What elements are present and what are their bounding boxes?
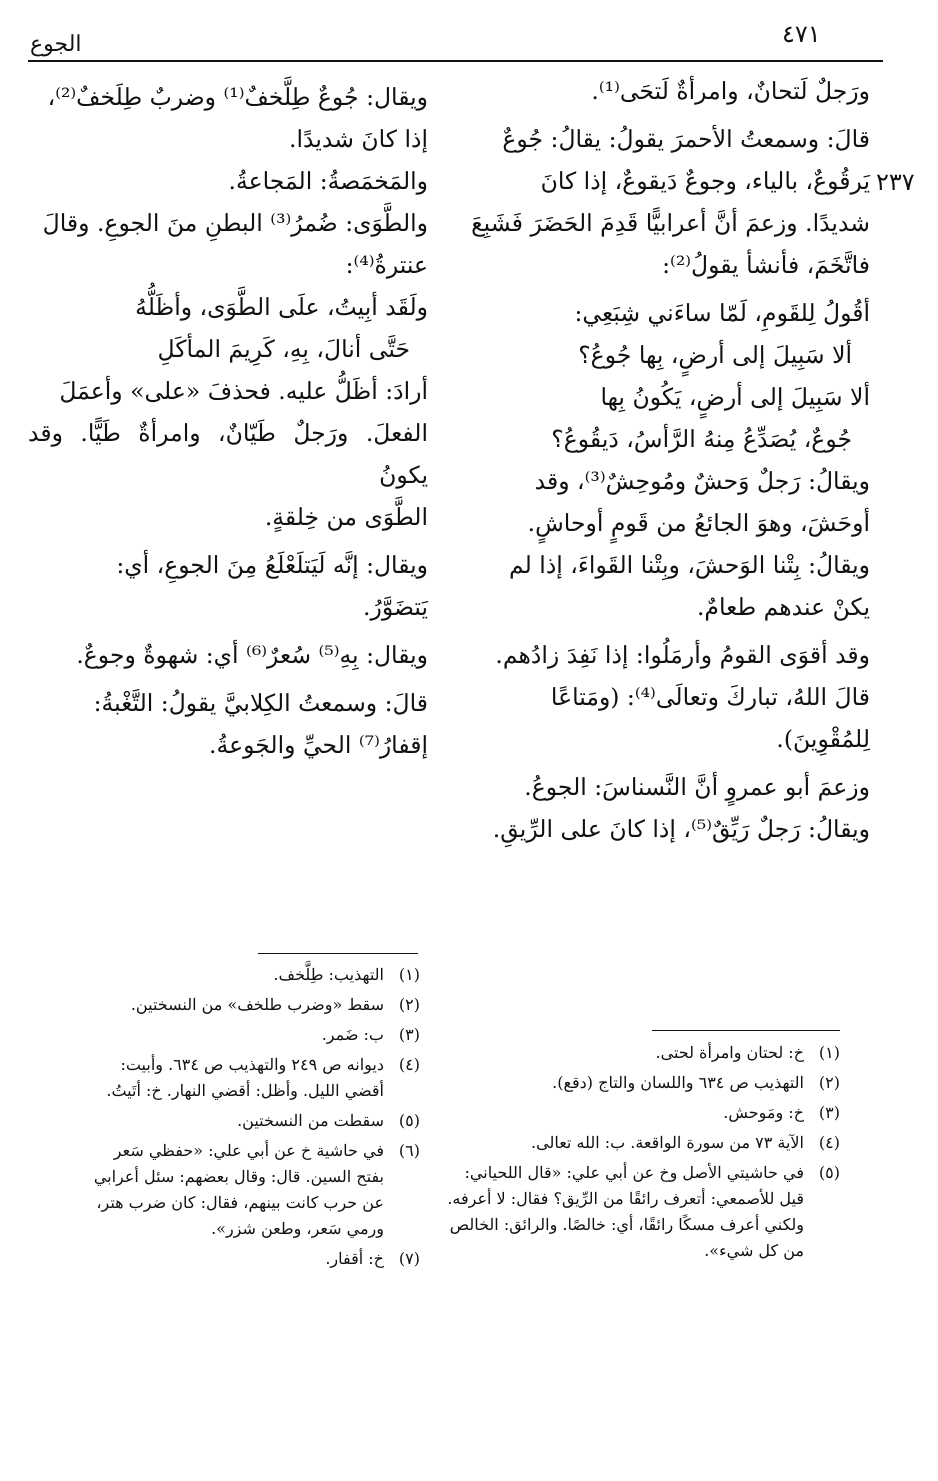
footnote-text: ديوانه ص ٢٤٩ والتهذيب ص ٦٣٤. وأبيت: أقضي الليل. وأظل: أقضي النهار. خ: أتَيتُ. — [106, 1055, 384, 1100]
text-line: يكنْ عندهم طعامٌ. — [696, 593, 870, 621]
footnote-text: في حاشيتي الأصل وخ عن أبي علي: «قال اللحياني: قيل للأصمعي: أتعرف رائقًا من الرِّيق؟ فقال: لا أعرفه. ولكني أعرف مسكًا رائقًا، أي: خالصًا. والرائق: الخالص من كل شيء». — [447, 1163, 804, 1260]
footnote — [90, 1138, 420, 1242]
text-line: ويقال: جُوعٌ طِلَّخفٌ⁽¹⁾ وضربٌ طِلَخفٌ⁽²⁾، — [47, 83, 428, 111]
footnote-number: (٢) — [398, 995, 420, 1014]
text-line: ويقال: بِهِ⁽⁵⁾ سُعرٌ⁽⁶⁾ أي: شهوةٌ وجوعٌ. — [76, 641, 428, 669]
text-line: إذا كانَ شديدًا. — [289, 125, 428, 153]
text-line: يَتضَوَّرُ. — [363, 593, 428, 621]
footnote-text: سقطت من النسختين. — [237, 1111, 384, 1130]
footnote-text: سقط «وضرب طلخف» من النسختين. — [130, 995, 384, 1014]
text-line: شديدًا. وزعمَ أنَّ أعرابيًّا قَدِمَ الحَضَرَ فَشَبِعَ — [471, 209, 870, 237]
footnote-text: خ: لحتان وامرأة لحتى. — [655, 1043, 804, 1062]
footnote-number: (٥) — [398, 1111, 420, 1130]
text-line: الطَّوَى من خِلقةٍ. — [264, 503, 428, 531]
text-line: عنترةُ⁽⁴⁾: — [345, 251, 428, 279]
footnote — [90, 1246, 420, 1272]
text-line: قالَ: وسمعتُ الأحمرَ يقولُ: يقالُ: جُوعٌ — [502, 125, 870, 153]
text-line: والطَّوَى: ضُمرُ⁽³⁾ البطنِ منَ الجوعِ. وقالَ — [42, 209, 428, 237]
footnote — [90, 1052, 420, 1104]
footnote-number: (٢) — [818, 1073, 840, 1092]
verse-line: ألا سَبِيلَ إلى أرضٍ، بِها جُوعُ؟ — [578, 341, 852, 369]
header-rule — [28, 60, 883, 62]
text-line: والمَخمَصةُ: المَجاعةُ. — [228, 167, 428, 195]
margin-note: ٢٣٧ — [876, 168, 915, 196]
footnote — [440, 1100, 840, 1126]
page-number: ٤٧١ — [782, 20, 821, 48]
footnote — [90, 962, 420, 988]
text-line: ويقالُ: بِتْنا الوَحشَ، وبِتْنا القَواءَ، إذا لم — [509, 551, 870, 579]
footnote-text: في حاشية خ عن أبي علي: «حفظي سَعر بفتح السين. قال: وقال بعضهم: سئل أعرابي عن حرب كانت بينهم، فقال: كان ضرب هتر، ورمي سَعر، وطعن شزر». — [93, 1141, 384, 1238]
footnote-text: خ: أقفار. — [325, 1249, 384, 1268]
footnote-number: (٥) — [818, 1163, 840, 1182]
running-title: الجوع — [30, 32, 82, 57]
footnote — [440, 1070, 840, 1096]
text-line: يَرقُوعٌ، بالياء، وجوعٌ دَيقوعٌ، إذا كانَ — [540, 167, 870, 195]
footnote-number: (١) — [818, 1043, 840, 1062]
text-line: وزعمَ أبو عمروٍ أنَّ النَّسناسَ: الجوعُ. — [524, 773, 870, 801]
text-line: قالَ اللهُ، تباركَ وتعالَى⁽⁴⁾: (ومَتاعًا — [550, 683, 870, 711]
text-line: لِلمُقْوِينَ). — [776, 725, 870, 753]
text-line: ورَجلٌ لَتحانٌ، وامرأةٌ لَتحَى⁽¹⁾. — [591, 77, 870, 105]
footnote-number: (٦) — [398, 1141, 420, 1160]
footnote-rule-left — [258, 953, 418, 954]
footnote — [440, 1040, 840, 1066]
text-line: فاتَّخَمَ، فأنشأ يقولُ⁽²⁾: — [662, 251, 870, 279]
footnote-text: خ: ومَوحش. — [723, 1103, 804, 1122]
text-line: أوحَشَ، وهوَ الجائعُ من قَومٍ أوحاشٍ. — [527, 509, 870, 537]
footnote — [440, 1160, 840, 1264]
footnote-number: (١) — [398, 965, 420, 984]
footnote-text: ب: ضَمر. — [321, 1025, 384, 1044]
footnote — [440, 1130, 840, 1156]
footnote-number: (٤) — [398, 1055, 420, 1074]
footnote — [90, 1022, 420, 1048]
text-line: ويقالُ: رَجلٌ رَيِّقٌ⁽⁵⁾، إذا كانَ على الرِّيقِ. — [492, 815, 870, 843]
footnote-rule-right — [652, 1030, 840, 1031]
footnote-number: (٣) — [818, 1103, 840, 1122]
verse-line: ولَقَد أبِيتُ، علَى الطَّوَى، وأظَلُّهُ — [135, 293, 428, 321]
verse-line: ألا سَبِيلَ إلى أرضٍ، يَكُونُ بِها — [600, 383, 870, 411]
text-line: ويقال: إنَّه لَيَتلَعْلَعُ مِنَ الجوعِ، أي: — [116, 551, 428, 579]
footnotes-right — [440, 1040, 840, 1264]
verse-line: أقُولُ لِلقَومِ، لَمّا ساءَني شِبَعِي: — [574, 299, 870, 327]
text-line: أرادَ: أظَلُّ عليه. فحذفَ «على» وأعمَلَ — [59, 377, 428, 405]
footnote-number: (٤) — [818, 1133, 840, 1152]
text-line: قالَ: وسمعتُ الكِلابيَّ يقولُ: التَّغْبةُ: — [93, 689, 428, 717]
footnote-number: (٣) — [398, 1025, 420, 1044]
verse-line: جُوعٌ، يُصَدِّعُ مِنهُ الرَّأسُ، دَيقُوعُ؟ — [551, 425, 852, 453]
footnote-text: التهذيب: طِلَّخف. — [273, 965, 384, 984]
right-column — [438, 70, 870, 850]
text-line: إقفارُ⁽⁷⁾ الحيِّ والجَوعةُ. — [209, 731, 428, 759]
left-column — [28, 76, 428, 766]
text-line: الفعلَ. ورَجلٌ طَيّانٌ، وامرأةٌ طَيًّا. وقد يكونُ — [28, 419, 428, 489]
footnote — [90, 1108, 420, 1134]
footnote-number: (٧) — [398, 1249, 420, 1268]
text-line: ويقالُ: رَجلٌ وَحشٌ ومُوحِشٌ⁽³⁾، وقد — [534, 467, 870, 495]
footnote-text: التهذيب ص ٦٣٤ واللسان والتاج (دقع). — [552, 1073, 804, 1092]
footnote — [90, 992, 420, 1018]
verse-line: حَتَّى أنالَ، بِهِ، كَرِيمَ المأكَلِ — [157, 335, 410, 363]
footnote-text: الآية ٧٣ من سورة الواقعة. ب: الله تعالى. — [531, 1133, 804, 1152]
footnotes-left — [90, 962, 420, 1272]
text-line: وقد أقوَى القومُ وأرمَلُوا: إذا نَفِدَ زادُهم. — [495, 641, 870, 669]
